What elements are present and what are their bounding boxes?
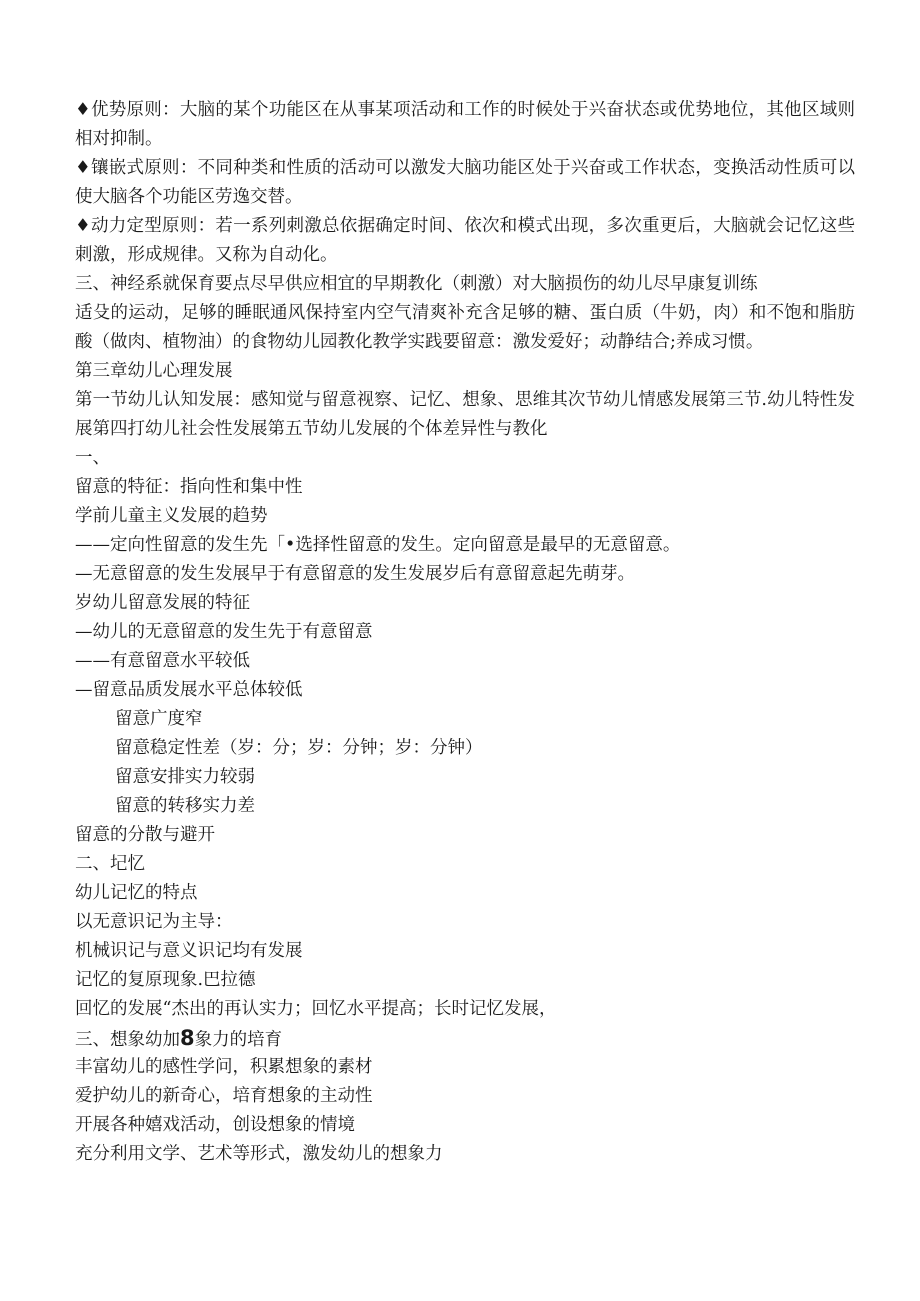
heading-part-a: 三、想象幼加 [75, 1030, 180, 1050]
text-line: 留意的分散与避开 [75, 825, 215, 845]
text-line: 爱护幼儿的新奇心，培育想象的主动性 [75, 1086, 373, 1106]
section-heading-memory: 二、圮忆 [75, 854, 145, 874]
heading-part-b: 8 [180, 1026, 195, 1050]
indented-item: 留意安排实力较弱 [115, 767, 255, 787]
indented-item: 留意的转移实力差 [115, 796, 255, 816]
text-line: ——有意留意水平较低 [75, 651, 250, 671]
text-line: 幼儿记忆的特点 [75, 883, 198, 903]
text-line: 充分利用文学、艺术等形式，激发幼儿的想象力 [75, 1144, 443, 1164]
section-heading-nervous-system-care: 三、神经系就保育要点尽早供应相宜的早期教化（刺激）对大脑损伤的幼儿尽早康复训练 [75, 274, 758, 294]
text-line: —留意品质发展水平总体较低 [75, 680, 303, 700]
text-line: 留意的特征：指向性和集中性 [75, 477, 303, 497]
text-line: 机械识记与意义识记均有发展 [75, 941, 303, 961]
text-line: 丰富幼儿的感性学问，积累想象的素材 [75, 1057, 373, 1077]
text-line: ——定向性留意的发生先「•选择性留意的发生。定向留意是最早的无意留意。 [75, 535, 681, 555]
document-body [75, 96, 855, 1169]
paragraph-care-practices: 适殳的运动，足够的睡眠通风保持室内空气清爽补充含足够的糖、蛋白质（牛奶，肉）和不饱和脂肪酸（做肉、植物油）的食物幼儿园教化教学实践要留意：激发爱好；动静结合;养成习惯。 [75, 303, 855, 352]
paragraph-mosaic-principle: ♦镶嵌式原则：不同种类和性质的活动可以激发大脑功能区处于兴奋或工作状态，变换活动性质可以使大脑各个功能区劳逸交替。 [75, 158, 855, 207]
paragraph-chapter-sections: 第一节幼儿认知发展：感知觉与留意视察、记忆、想象、思维其次节幼儿情感发展第三节.幼儿特性发展第四打幼儿社会性发展第五节幼儿发展的个体差异性与教化 [75, 390, 855, 439]
chapter-heading: 第三章幼儿心理发展 [75, 361, 233, 381]
heading-part-c: 象力的培育 [194, 1030, 283, 1050]
text-line: 以无意识记为主导： [75, 912, 233, 932]
section-heading-imagination [75, 1024, 855, 1053]
text-line: 学前儿童主义发展的趋势 [75, 506, 268, 526]
paragraph-dynamic-stereotype-principle: ♦动力定型原则：若一系列刺激总依据确定时间、依次和模式出现，多次重更后，大脑就会记忆这些刺激，形成规律。又称为自动化。 [75, 216, 855, 265]
indented-item: 留意广度窄 [115, 709, 203, 729]
text-line: 岁幼儿留意发展的特征 [75, 593, 250, 613]
text-line: —无意留意的发生发展早于有意留意的发生发展岁后有意留意起先萌芽。 [75, 564, 635, 584]
section-number-one: 一、 [75, 448, 110, 468]
text-line: 回忆的发展“杰出的再认实力；回忆水平提高；长时记忆发展， [75, 999, 557, 1019]
text-line: —幼儿的无意留意的发生先于有意留意 [75, 622, 373, 642]
paragraph-dominance-principle: ♦优势原则：大脑的某个功能区在从事某项活动和工作的时候处于兴奋状态或优势地位，其他区域则相对抑制。 [75, 100, 855, 149]
indented-item: 留意稳定性差（岁：分；岁：分钟；岁：分钟） [115, 738, 483, 758]
text-line: 开展各种嬉戏活动，创设想象的情境 [75, 1115, 355, 1135]
text-line: 记忆的复原现象.巴拉德 [75, 970, 256, 990]
